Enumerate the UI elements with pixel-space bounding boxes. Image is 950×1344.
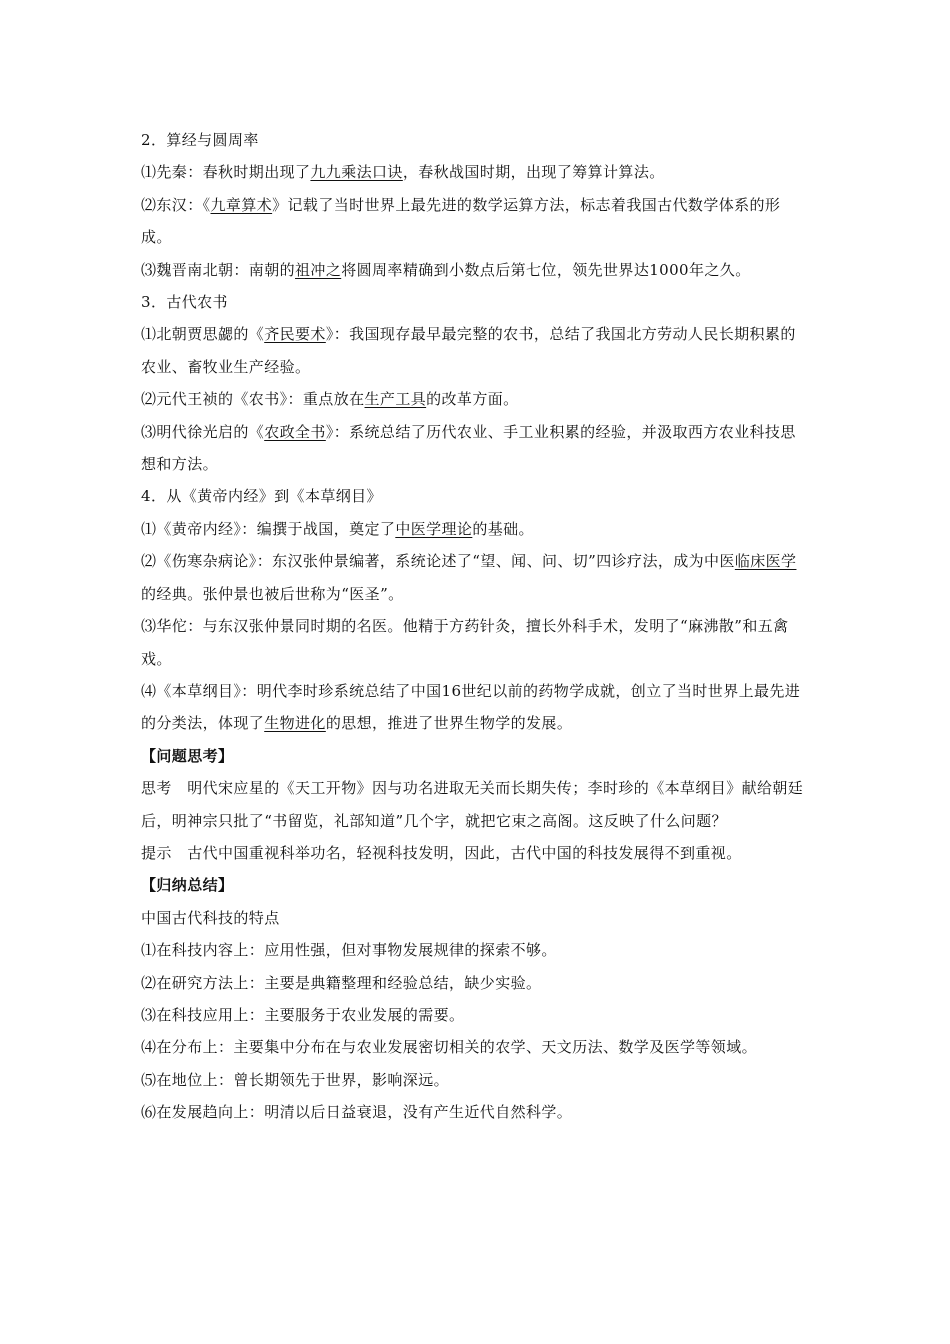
document-content <box>141 124 811 1129</box>
item-text: ⑵元代王祯的《农书》：重点放在 <box>141 390 365 409</box>
item-text: ⑵东汉：《 <box>141 195 211 214</box>
item-text: ⑴北朝贾思勰的《 <box>141 325 265 344</box>
key-term: 农政全书 <box>264 422 326 441</box>
summary-item: ⑷在分布上：主要集中分布在与农业发展密切相关的农学、天文历法、数学及医学等领域。 <box>141 1038 758 1057</box>
summary-heading: 【归纳总结】 <box>141 876 234 895</box>
question-think: 思考 明代宋应星的《天工开物》因与功名进取无关而长期失传；李时珍的《本草纲目》献给朝廷后，明神宗只批了“书留览，礼部知道”几个字，就把它束之高阁。这反映了什么问题？ <box>141 779 804 830</box>
list-item <box>141 383 811 415</box>
item-text: ⑵《伤寒杂病论》：东汉张仲景编著，系统论述了“望、闻、问、切”四诊疗法，成为中医 <box>141 552 735 571</box>
key-term: 临床医学 <box>734 552 797 571</box>
section-heading-medicine: 4．从《黄帝内经》到《本草纲目》 <box>141 487 382 506</box>
item-text: 》记载了当时世界上最先进的数学运算方法，标志着我国古代数学体系的形成。 <box>141 195 781 247</box>
summary-item: ⑴在科技内容上：应用性强，但对事物发展规律的探索不够。 <box>141 941 557 960</box>
item-text: 的基础。 <box>472 519 534 538</box>
key-term: 中医学理论 <box>395 519 473 538</box>
summary-item: ⑵在研究方法上：主要是典籍整理和经验总结，缺少实验。 <box>141 973 542 992</box>
list-item <box>141 675 811 740</box>
key-term: 齐民要术 <box>264 325 326 344</box>
summary-item: ⑹在发展趋向上：明清以后日益衰退，没有产生近代自然科学。 <box>141 1103 573 1122</box>
item-text: ⑶明代徐光启的《 <box>141 422 265 441</box>
item-text: 将圆周率精确到小数点后第七位，领先世界达1000年之久。 <box>341 260 751 279</box>
question-heading: 【问题思考】 <box>141 746 234 765</box>
question-hint: 提示 古代中国重视科举功名，轻视科技发明，因此，古代中国的科技发展得不到重视。 <box>141 843 742 862</box>
item-text: ，春秋战国时期，出现了筹算计算法。 <box>402 163 665 182</box>
item-text: 的经典。张仲景也被后世称为“医圣”。 <box>141 584 404 603</box>
key-term: 九章算术 <box>210 195 273 214</box>
key-term: 祖冲之 <box>295 260 342 279</box>
item-text: 》：我国现存最早最完整的农书，总结了我国北方劳动人民长期积累的农业、畜牧业生产经验。 <box>141 325 796 376</box>
summary-item: ⑸在地位上：曾长期领先于世界，影响深远。 <box>141 1070 450 1089</box>
key-term: 生产工具 <box>364 390 427 409</box>
list-item <box>141 318 811 383</box>
list-item <box>141 254 811 286</box>
item-text: 的思想，推进了世界生物学的发展。 <box>325 714 573 733</box>
item-text: ⑷《本草纲目》：明代李时珍系统总结了中国16世纪以前的药物学成就，创立了当时世界上最先进的分类法，体现了 <box>141 681 801 733</box>
item-text: ⑶华佗：与东汉张仲景同时期的名医。他精于方药针灸，擅长外科手术，发明了“麻沸散”和五禽戏。 <box>141 617 789 668</box>
item-text: ⑶魏晋南北朝：南朝的 <box>141 260 296 279</box>
list-item <box>141 189 811 254</box>
item-text: ⑴《黄帝内经》：编撰于战国，奠定了 <box>141 519 396 538</box>
list-item <box>141 156 811 188</box>
list-item <box>141 545 811 610</box>
list-item <box>141 416 811 481</box>
item-text: ⑴先秦：春秋时期出现了 <box>141 163 311 182</box>
list-item <box>141 513 811 545</box>
key-term: 生物进化 <box>264 714 326 733</box>
list-item <box>141 610 811 675</box>
section-heading-math: 2．算经与圆周率 <box>141 131 259 149</box>
key-term: 九九乘法口诀 <box>310 163 403 182</box>
item-text: 》：系统总结了历代农业、手工业积累的经验，并汲取西方农业科技思想和方法。 <box>141 422 796 474</box>
section-heading-agriculture: 3．古代农书 <box>141 293 228 312</box>
summary-item: ⑶在科技应用上：主要服务于农业发展的需要。 <box>141 1005 465 1024</box>
item-text: 的改革方面。 <box>426 390 519 409</box>
summary-title: 中国古代科技的特点 <box>141 908 280 927</box>
